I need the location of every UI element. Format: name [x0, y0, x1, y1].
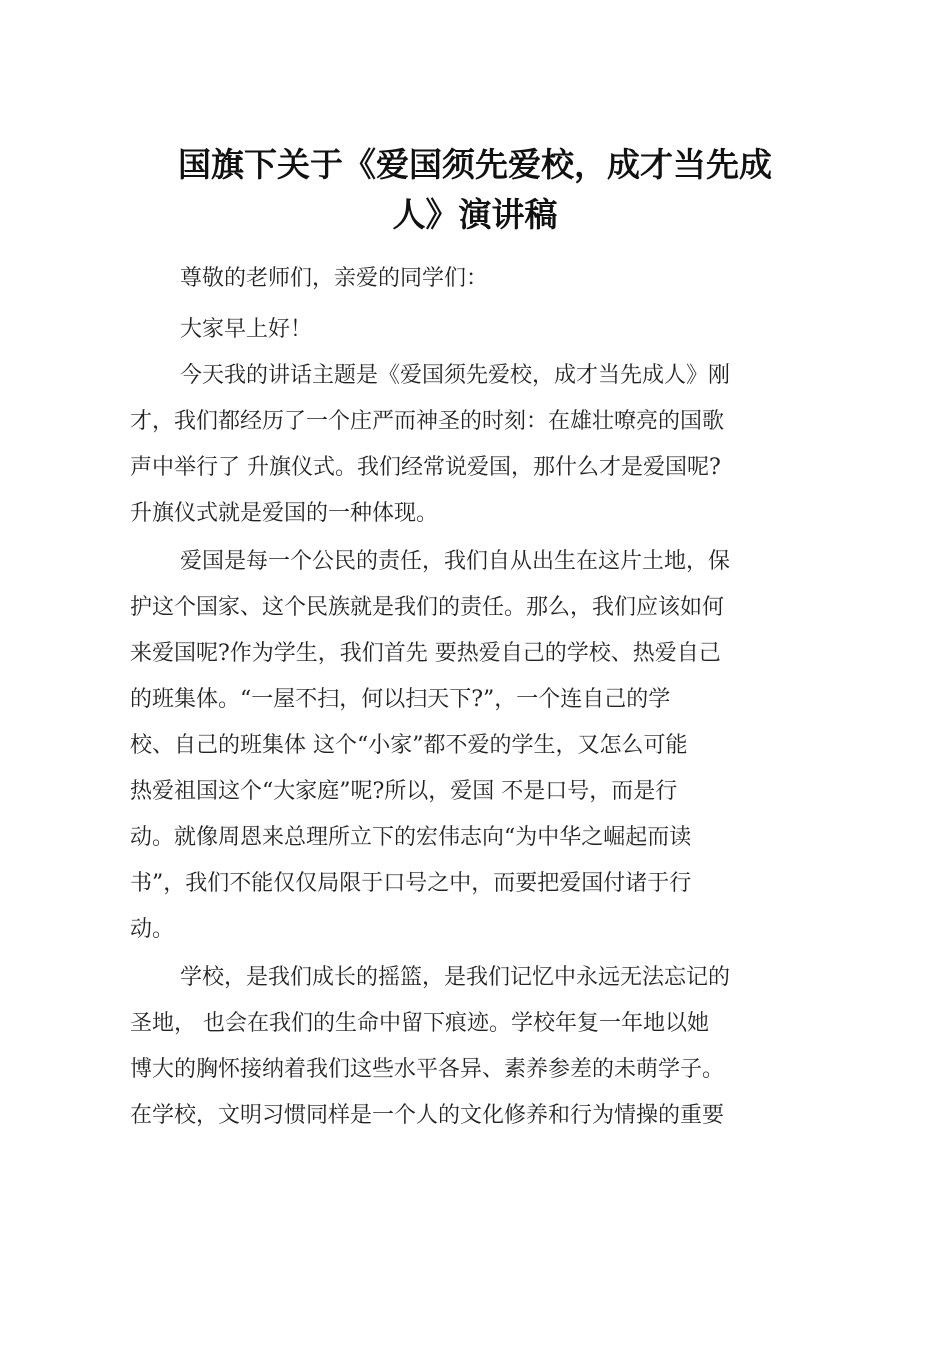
paragraph-line: 动。 — [130, 917, 175, 942]
paragraph-line: 升旗仪式就是爱国的一种体现。 — [130, 501, 439, 526]
paragraph-line: 才，我们都经历了一个庄严而神圣的时刻：在雄壮嘹亮的国歌 — [130, 409, 725, 434]
paragraph-line: 的班集体。“一屋不扫，何以扫天下?”，一个连自己的学 — [130, 687, 671, 712]
paragraph-line: 爱国是每一个公民的责任，我们自从出生在这片土地，保 — [180, 549, 731, 574]
title-line: 人》演讲稿 — [392, 195, 558, 234]
paragraph-line: 学校，是我们成长的摇篮，是我们记忆中永远无法忘记的 — [180, 965, 731, 990]
paragraph-line: 今天我的讲话主题是《爱国须先爱校，成才当先成人》刚 — [180, 363, 731, 388]
paragraph-line: 动。就像周恩来总理所立下的宏伟志向“为中华之崛起而读 — [130, 825, 692, 850]
paragraph-line: 校、自己的班集体 这个“小家”都不爱的学生，又怎么可能 — [130, 733, 688, 758]
paragraph-line: 护这个国家、这个民族就是我们的责任。那么，我们应该如何 — [130, 595, 725, 620]
paragraph-line: 热爱祖国这个“大家庭”呢?所以，爱国 不是口号，而是行 — [130, 779, 678, 804]
greeting-line: 大家早上好！ — [180, 317, 313, 342]
document-title — [130, 140, 820, 240]
paragraph-line: 圣地， 也会在我们的生命中留下痕迹。学校年复一年地以她 — [130, 1011, 709, 1036]
salutation-line: 尊敬的老师们，亲爱的同学们： — [180, 266, 489, 291]
paragraph-line: 在学校，文明习惯同样是一个人的文化修养和行为情操的重要 — [130, 1103, 725, 1128]
paragraph-line: 博大的胸怀接纳着我们这些水平各异、素养参差的未萌学子。 — [130, 1057, 725, 1082]
title-line: 国旗下关于《爱国须先爱校，成才当先成 — [178, 145, 772, 184]
paragraph-line: 书”，我们不能仅仅局限于口号之中，而要把爱国付诸于行 — [130, 871, 692, 896]
paragraph-line: 声中举行了 升旗仪式。我们经常说爱国，那什么才是爱国呢? — [130, 455, 721, 480]
paragraph-line: 来爱国呢?作为学生，我们首先 要热爱自己的学校、热爱自己 — [130, 641, 721, 666]
